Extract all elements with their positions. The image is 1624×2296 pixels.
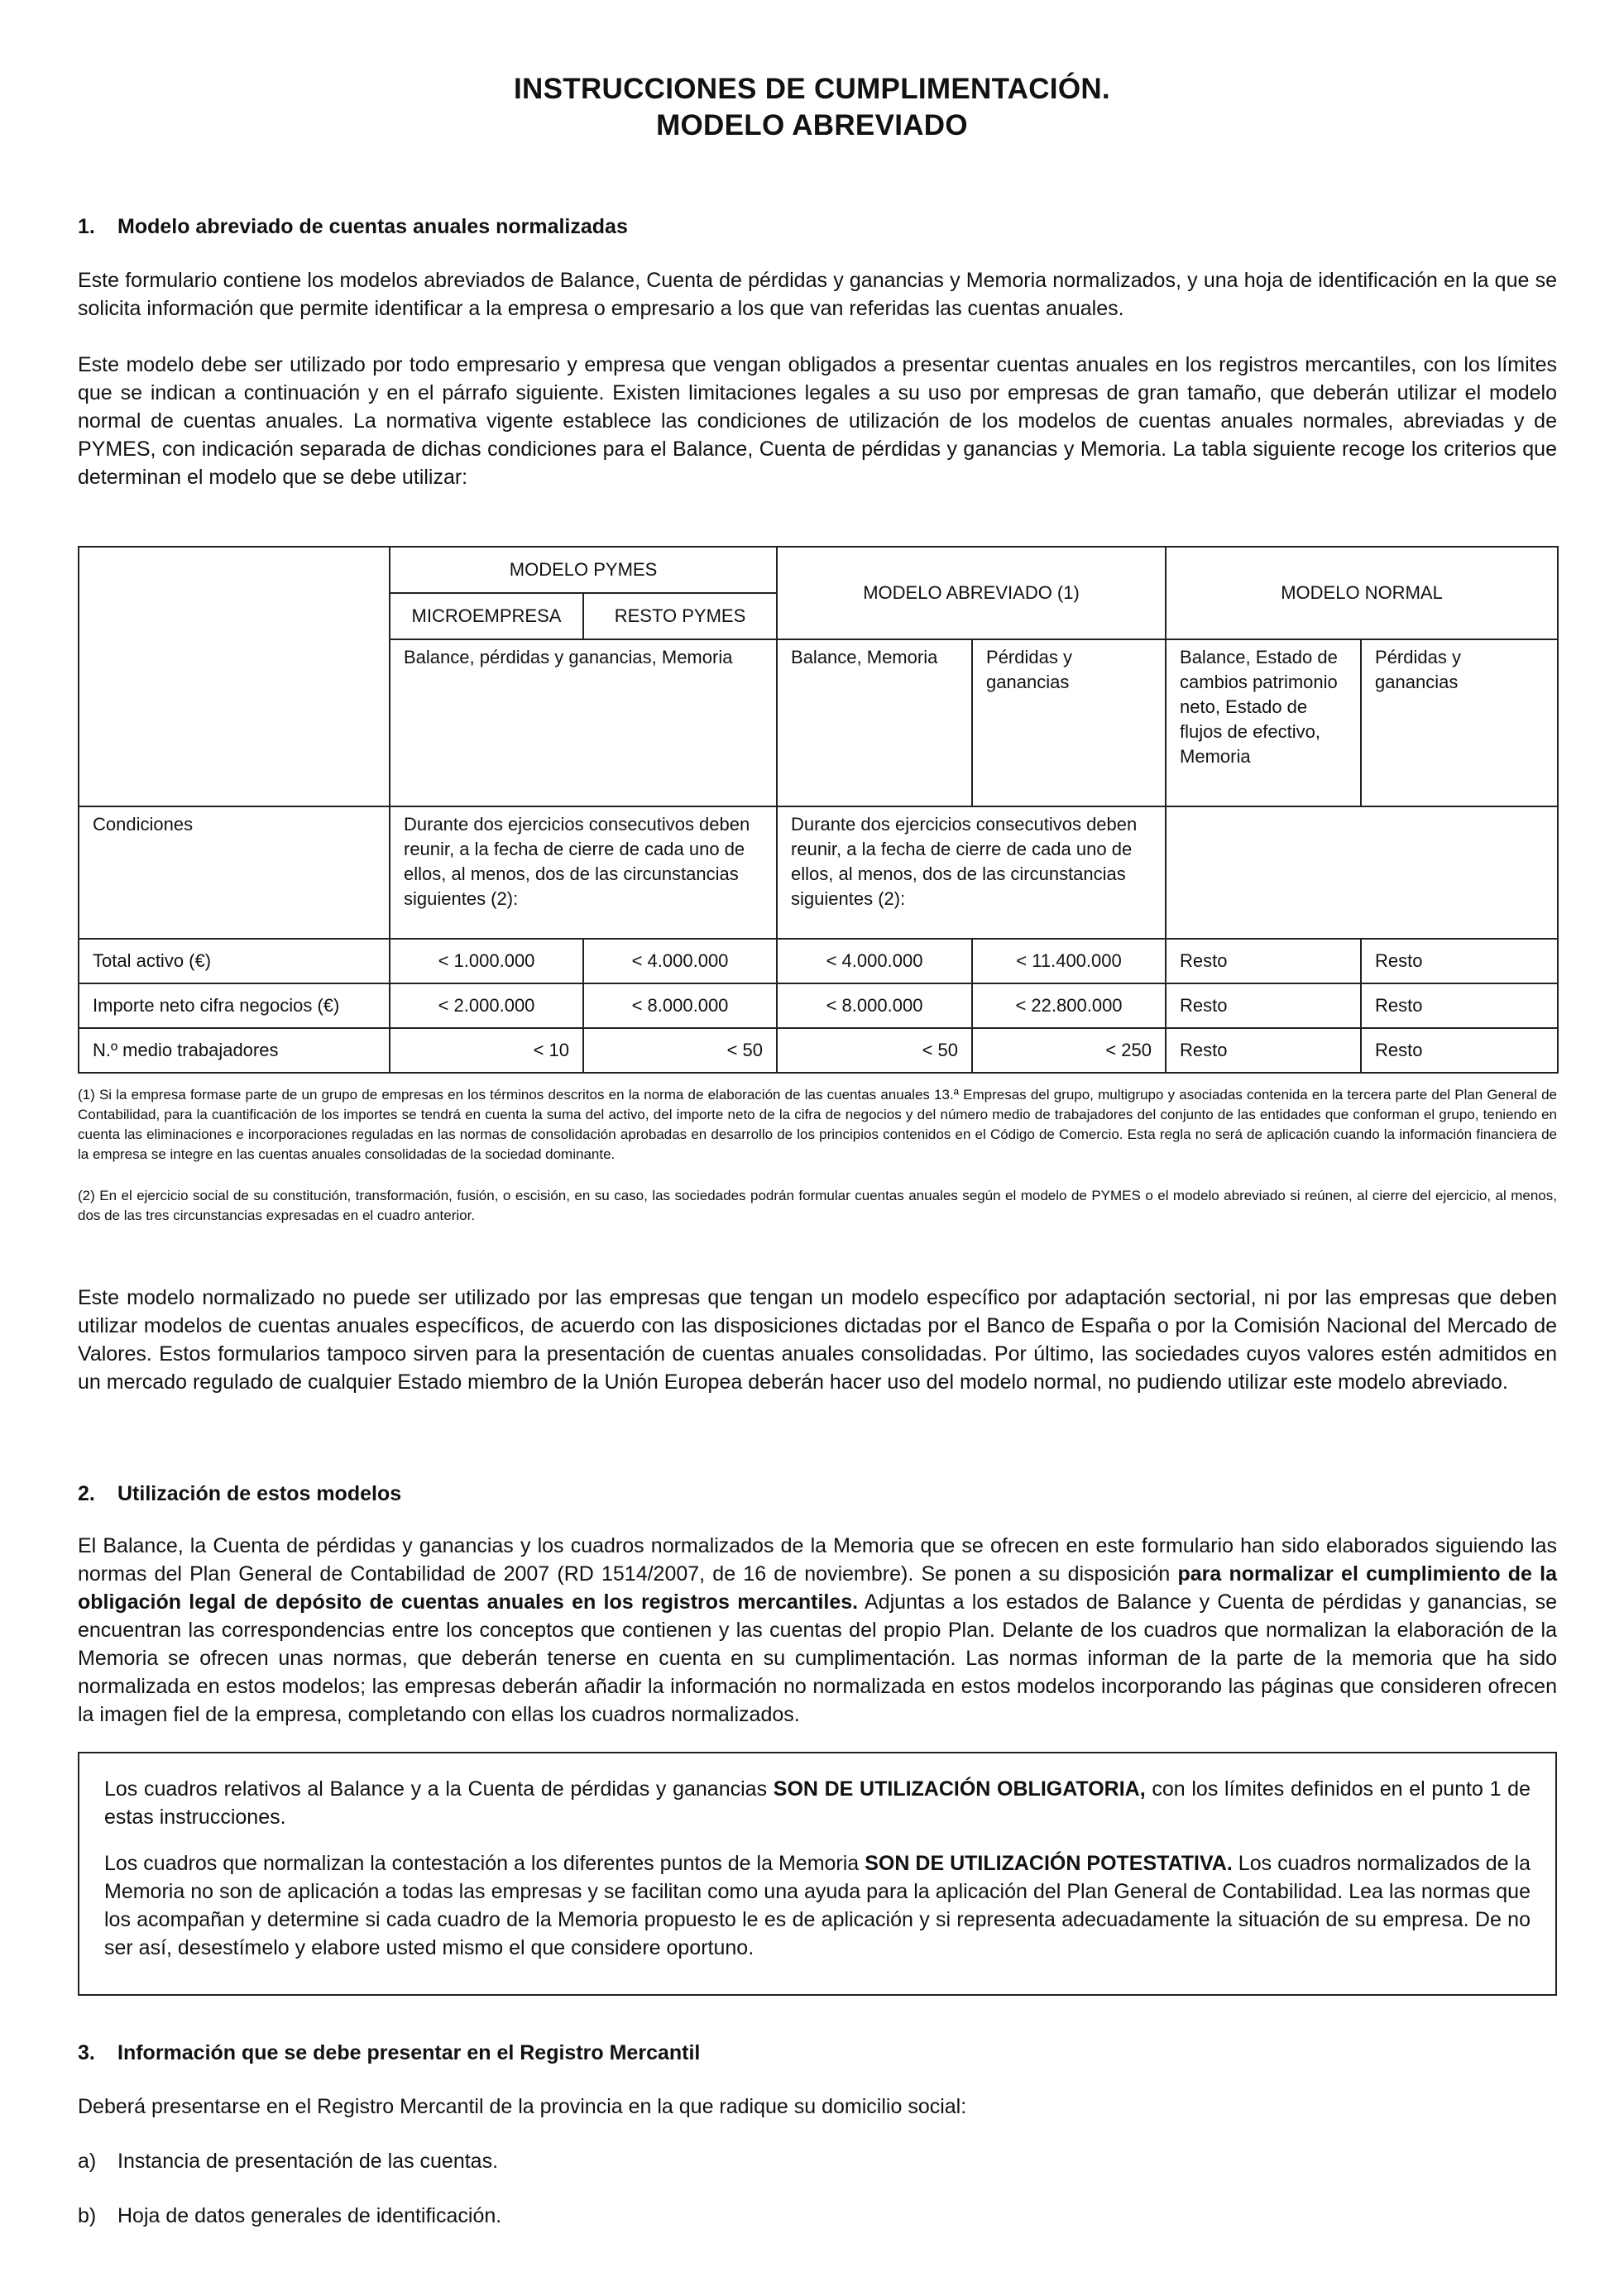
- footnote-2: (2) En el ejercicio social de su constitución, transformación, fusión, o escisión, en su caso, las sociedades podrán formular cuentas anuales según el modelo de PYMES o el modelo abreviado si reúnen, al cierre del ejercicio, al menos, dos de las tres circunstancias expresadas en el cuadro anterior.: [78, 1188, 1557, 1223]
- notice-2-text-a: Los cuadros que normalizan la contestación a los diferentes puntos de la Memoria: [104, 1852, 865, 1875]
- cell-abreviado-2: < 11.400.000: [972, 939, 1166, 983]
- row-label: N.º medio trabajadores: [79, 1028, 390, 1073]
- title-line-1: INSTRUCCIONES DE CUMPLIMENTACIÓN.: [514, 73, 1110, 105]
- section-2-heading: [78, 1480, 401, 1507]
- condiciones-normal: [1166, 806, 1558, 939]
- docs-normal-pyg: Pérdidas y ganancias: [1361, 639, 1558, 806]
- header-modelo-abreviado: MODELO ABREVIADO (1): [777, 547, 1166, 639]
- cell-abreviado-1: < 50: [777, 1028, 972, 1073]
- cell-resto-pymes: < 4.000.000: [583, 939, 777, 983]
- notice-paragraph-1: [104, 1775, 1531, 1831]
- header-modelo-normal: MODELO NORMAL: [1166, 547, 1558, 639]
- table-corner-cell: [79, 547, 390, 806]
- notice-1-text-a: Los cuadros relativos al Balance y a la Cuenta de pérdidas y ganancias: [104, 1777, 774, 1801]
- cell-micro: < 1.000.000: [390, 939, 583, 983]
- section-1-paragraph-2: Este modelo debe ser utilizado por todo empresario y empresa que vengan obligados a presentar cuentas anuales en los registros mercantiles, con los límites que se indican a continuación y en el párrafo siguiente. Existen limitaciones legales a su uso por empresas de gran tamaño, que deberán utilizar el modelo normal de cuentas anuales. La normativa vigente establece las condiciones de utilización de los modelos de cuentas anuales normales, abreviadas y de PYMES, con indicación separada de dichas condiciones para el Balance, Cuenta de pérdidas y ganancias y Memoria. La tabla siguiente recoge los criterios que determinan el modelo que se debe utilizar:: [78, 353, 1557, 489]
- section-1-title: Modelo abreviado de cuentas anuales normalizadas: [117, 215, 628, 238]
- list-item: [78, 2202, 501, 2230]
- section-2-paragraph-1-part-3: Adjuntas a los estados de Balance y Cuenta de pérdidas y ganancias, se encuentran las correspondencias entre los conceptos que contienen y las cuentas del propio Plan. Delante de los cuadros que normalizan la elaboración de la Memoria se ofrecen unas normas, que deberán tenerse en cuenta en su cumplimentación. Las normas informan de la parte de la memoria que ha sido normalizada en estos modelos; las empresas deberán añadir la información no normalizada en estos modelos incorporando las páginas que consideren ofrecen la imagen fiel de la empresa, completando con ellas los cuadros normalizados.: [78, 1590, 1557, 1726]
- cell-abreviado-2: < 250: [972, 1028, 1166, 1073]
- header-modelo-pymes: MODELO PYMES: [390, 547, 777, 593]
- row-label: Importe neto cifra negocios (€): [79, 983, 390, 1028]
- notice-2-text-c: Los cuadros normalizados de la Memoria no son de aplicación a todas las empresas y se facilitan como una ayuda para la aplicación del Plan General de Contabilidad. Lea las normas que los acompañan y determine si cada cuadro de la Memoria propuesto le es de aplicación y si representa adecuadamente la situación de su empresa. De no ser así, desestímelo y elabore usted mismo el que considere oportuno.: [104, 1852, 1531, 1959]
- criteria-table: [78, 546, 1559, 1074]
- cell-resto-pymes: < 8.000.000: [583, 983, 777, 1028]
- cell-normal-1: Resto: [1166, 939, 1361, 983]
- cell-resto-pymes: < 50: [583, 1028, 777, 1073]
- cell-normal-1: Resto: [1166, 1028, 1361, 1073]
- notice-2-bold: SON DE UTILIZACIÓN POTESTATIVA.: [865, 1852, 1233, 1875]
- cell-normal-2: Resto: [1361, 983, 1558, 1028]
- notice-1-text-c: con los límites definidos en el punto 1 de estas instrucciones.: [104, 1777, 1531, 1829]
- cell-normal-2: Resto: [1361, 1028, 1558, 1073]
- condiciones-label: Condiciones: [79, 806, 390, 939]
- section-2-title: Utilización de estos modelos: [117, 1482, 402, 1505]
- list-item-text: Instancia de presentación de las cuentas.: [117, 2150, 499, 2173]
- docs-normal-balance: Balance, Estado de cambios patrimonio neto, Estado de flujos de efectivo, Memoria: [1166, 639, 1361, 806]
- list-marker: a): [78, 2150, 97, 2173]
- notice-box: [78, 1752, 1557, 1996]
- title-line-2: MODELO ABREVIADO: [656, 109, 968, 141]
- list-marker: b): [78, 2204, 97, 2227]
- row-label: Total activo (€): [79, 939, 390, 983]
- section-1-paragraph-3: Este modelo normalizado no puede ser utilizado por las empresas que tengan un modelo específico por adaptación sectorial, ni por las empresas que deben utilizar modelos de cuentas anuales específicos, de acuerdo con las disposiciones dictadas por el Banco de España o por la Comisión Nacional del Mercado de Valores. Estos formularios tampoco sirven para la presentación de cuentas anuales consolidadas. Por último, las sociedades cuyos valores estén admitidos en un mercado regulado de cualquier Estado miembro de la Unión Europea deberán hacer uso del modelo normal, no pudiendo utilizar este modelo abreviado.: [78, 1286, 1557, 1394]
- cell-abreviado-1: < 4.000.000: [777, 939, 972, 983]
- section-1-number: 1.: [78, 215, 95, 238]
- notice-1-bold: SON DE UTILIZACIÓN OBLIGATORIA,: [773, 1777, 1146, 1801]
- section-2-paragraph-1: [78, 1532, 1557, 1729]
- condiciones-pymes: Durante dos ejercicios consecutivos deben reunir, a la fecha de cierre de cada uno de ellos, al menos, dos de las circunstancias siguientes (2):: [390, 806, 777, 939]
- condiciones-abreviado: Durante dos ejercicios consecutivos deben reunir, a la fecha de cierre de cada uno de ellos, al menos, dos de las circunstancias siguientes (2):: [777, 806, 1166, 939]
- docs-abreviado-balance: Balance, Memoria: [777, 639, 972, 806]
- cell-micro: < 2.000.000: [390, 983, 583, 1028]
- section-3-title: Información que se debe presentar en el Registro Mercantil: [117, 2041, 701, 2064]
- header-microempresa: MICROEMPRESA: [390, 593, 583, 639]
- docs-pymes: Balance, pérdidas y ganancias, Memoria: [390, 639, 777, 806]
- section-2-paragraph-1-part-1: El Balance, la Cuenta de pérdidas y ganancias y los cuadros normalizados de la Memoria que se ofrecen en este formulario han sido elaborados siguiendo las normas del Plan General de Contabilidad de 2007 (RD 1514/2007, de 16 de noviembre). Se ponen a su disposición: [78, 1534, 1557, 1586]
- section-3-number: 3.: [78, 2041, 95, 2064]
- table-row: [79, 939, 1558, 983]
- cell-normal-2: Resto: [1361, 939, 1558, 983]
- cell-abreviado-1: < 8.000.000: [777, 983, 972, 1028]
- table-row: [79, 1028, 1558, 1073]
- section-1-heading: [78, 213, 628, 240]
- footnote-1: (1) Si la empresa formase parte de un grupo de empresas en los términos descritos en la norma de elaboración de las cuentas anuales 13.ª Empresas del grupo, multigrupo y asociadas contenida en la tercera parte del Plan General de Contabilidad, para la cuantificación de los importes se tendrá en cuenta la suma del activo, del importe neto de la cifra de negocios y del número medio de trabajadores del conjunto de las entidades que conforman el grupo, teniendo en cuenta las eliminaciones e incorporaciones reguladas en las normas de consolidación aprobadas en desarrollo de los principios contenidos en el Código de Comercio. Esta regla no será de aplicación cuando la información financiera de la empresa se integre en las cuentas anuales consolidadas de la sociedad dominante.: [78, 1087, 1557, 1162]
- cell-abreviado-2: < 22.800.000: [972, 983, 1166, 1028]
- cell-micro: < 10: [390, 1028, 583, 1073]
- table-row: [79, 983, 1558, 1028]
- list-item-text: Hoja de datos generales de identificación.: [117, 2204, 502, 2227]
- section-1-paragraph-1: Este formulario contiene los modelos abreviados de Balance, Cuenta de pérdidas y ganancias y Memoria normalizados, y una hoja de identificación en la que se solicita información que permite identificar a la empresa o empresario a los que van referidas las cuentas anuales.: [78, 269, 1557, 320]
- section-3-heading: [78, 2040, 700, 2066]
- section-3-paragraph-1: Deberá presentarse en el Registro Mercantil de la provincia en la que radique su domicilio social:: [78, 2095, 967, 2118]
- list-item: [78, 2147, 498, 2175]
- section-2-paragraph-1-bold: para normalizar el cumplimiento de la obligación legal de depósito de cuentas anuales en los registros mercantiles.: [78, 1562, 1557, 1614]
- notice-paragraph-2: [104, 1849, 1531, 1962]
- section-2-number: 2.: [78, 1482, 95, 1505]
- header-resto-pymes: RESTO PYMES: [583, 593, 777, 639]
- cell-normal-1: Resto: [1166, 983, 1361, 1028]
- docs-abreviado-pyg: Pérdidas y ganancias: [972, 639, 1166, 806]
- page-title: [0, 71, 1624, 144]
